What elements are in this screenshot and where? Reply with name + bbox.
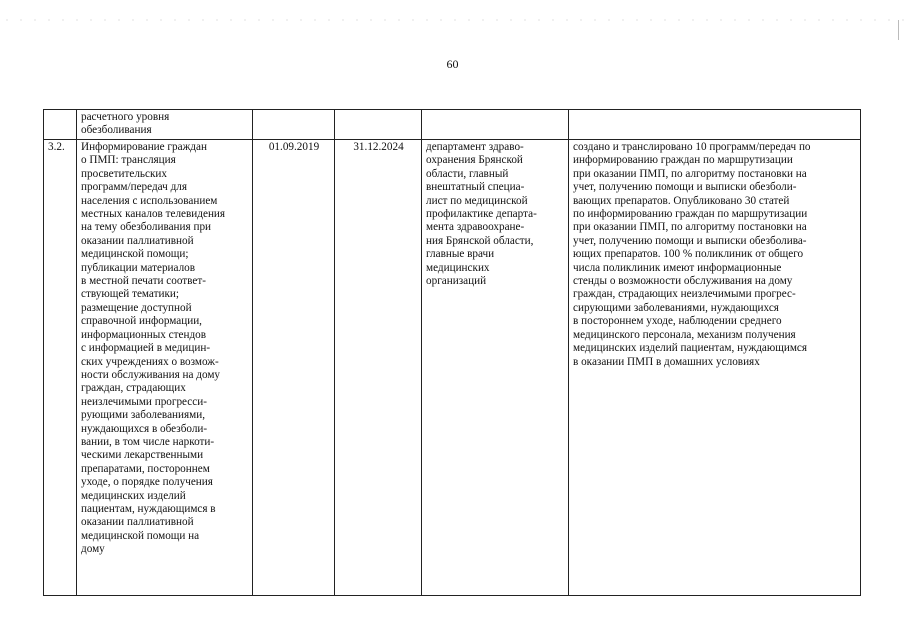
measures-table (43, 109, 861, 596)
text-line: публикации материалов (81, 261, 196, 274)
scan-artifact-dots (0, 18, 905, 22)
text-line: вающих препаратов. Опубликовано 30 статей (573, 194, 790, 207)
text-line: организаций (426, 275, 487, 288)
measure-lines (81, 141, 249, 557)
text-line: информированию граждан по маршрутизации (573, 154, 793, 167)
text-line: медицинских (426, 261, 490, 274)
text-line: в оказании ПМП в домашних условиях (573, 355, 760, 368)
text-line: дому (81, 543, 105, 556)
text-line: области, главный (426, 167, 509, 180)
text-line: размещение доступной (81, 301, 192, 314)
table-row-3-2 (44, 140, 861, 596)
cell-executor (422, 140, 569, 596)
text-line: главные врачи (426, 248, 495, 261)
text-line: при оказании ПМП, по алгоритму постановки на (573, 221, 807, 234)
text-line: рующими заболеваниями, (81, 409, 206, 422)
result-lines (573, 141, 857, 369)
text-line: при оказании ПМП, по алгоритму постановки на (573, 167, 807, 180)
measure-lines (81, 111, 249, 138)
text-line: справочной информации, (81, 315, 202, 328)
text-line: сирующими заболеваниями, нуждающихся (573, 301, 779, 314)
text-line: ствующей тематики; (81, 288, 180, 301)
text-line: уходе, о порядке получения (81, 476, 213, 489)
text-line: неизлечимыми прогресси- (81, 395, 207, 408)
text-line: вании, в том числе наркоти- (81, 435, 215, 448)
text-line: ющих препаратов. 100 % поликлиник от общего (573, 248, 804, 261)
cell-measure (77, 140, 253, 596)
text-line: граждан, страдающих неизлечимыми прогрес- (573, 288, 796, 301)
text-line: на тему обезболивания при (81, 221, 212, 234)
text-line: медицинской помощи на (81, 529, 200, 542)
text-line: ности обслуживания на дому (81, 368, 221, 381)
text-line: учет, получению помощи и выписки обезболива- (573, 234, 807, 247)
cell-start-date (253, 110, 335, 140)
cell-num: 3.2. (44, 140, 77, 596)
page-number: 60 (446, 57, 459, 71)
text-line: стенды о возможности обслуживания на дому (573, 275, 793, 288)
text-line: охранения Брянской (426, 154, 523, 167)
cell-measure (77, 110, 253, 140)
text-line: учет, получению помощи и выписки обезболи- (573, 181, 797, 194)
cell-executor (422, 110, 569, 140)
cell-num (44, 110, 77, 140)
text-line: нуждающихся в обезболи- (81, 422, 208, 435)
text-line: просветительских (81, 167, 167, 180)
text-line: препаратами, постороннем (81, 462, 210, 475)
text-line: департамент здраво- (426, 141, 524, 153)
executor-lines (426, 141, 565, 288)
text-line: профилактике департа- (426, 208, 537, 221)
text-line: числа поликлиник имеют информационные (573, 261, 782, 274)
text-line: Информирование граждан (81, 141, 207, 153)
cell-result (569, 110, 861, 140)
text-line: оказании паллиативной (81, 234, 194, 247)
text-line: создано и транслировано 10 программ/передач по (573, 141, 811, 153)
table-row-continuation (44, 110, 861, 140)
text-line: расчетного уровня (81, 111, 170, 123)
text-line: ния Брянской области, (426, 234, 534, 247)
text-line: внештатный специа- (426, 181, 525, 194)
cell-result (569, 140, 861, 596)
text-line: медицинской помощи; (81, 248, 189, 261)
text-line: обезболивания (81, 124, 152, 137)
text-line: медицинских изделий пациентам, нуждающимся (573, 342, 808, 355)
text-line: информационных стендов (81, 328, 207, 341)
text-line: населения с использованием (81, 194, 218, 207)
text-line: в постороннем уходе, наблюдении среднего (573, 315, 782, 328)
text-line: ских учреждениях о возмож- (81, 355, 219, 368)
text-line: местных каналов телевидения (81, 208, 226, 221)
cell-start-date: 01.09.2019 (253, 140, 335, 596)
text-line: программ/передач для (81, 181, 188, 194)
text-line: медицинского персонала, механизм получения (573, 328, 796, 341)
text-line: о ПМП: трансляция (81, 154, 176, 167)
text-line: оказании паллиативной (81, 516, 194, 529)
text-line: с информацией в медицин- (81, 342, 211, 355)
text-line: пациентам, нуждающимся в (81, 502, 216, 515)
cell-end-date (335, 110, 422, 140)
text-line: медицинских изделий (81, 489, 186, 502)
text-line: граждан, страдающих (81, 382, 186, 395)
scan-artifact-edge (898, 20, 905, 40)
text-line: по информированию граждан по маршрутизации (573, 208, 808, 221)
text-line: лист по медицинской (426, 194, 528, 207)
text-line: ческими лекарственными (81, 449, 204, 462)
text-line: в местной печати соответ- (81, 275, 206, 288)
cell-end-date: 31.12.2024 (335, 140, 422, 596)
text-line: мента здравоохране- (426, 221, 525, 234)
